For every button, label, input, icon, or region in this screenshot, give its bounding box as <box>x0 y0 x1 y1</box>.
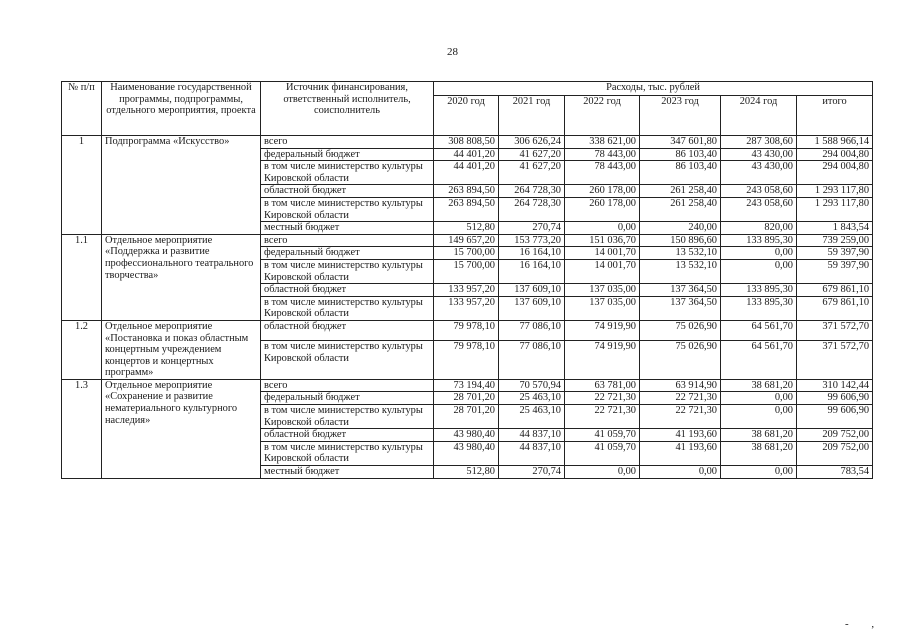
table-row <box>62 320 873 340</box>
year-value: 133 957,20 <box>434 296 499 320</box>
header-year-2021: 2021 год <box>499 96 565 136</box>
year-value: 74 919,90 <box>565 320 640 340</box>
year-value: 44 401,20 <box>434 161 499 185</box>
year-value: 512,80 <box>434 222 499 235</box>
funding-source: местный бюджет <box>261 466 434 479</box>
year-value: 0,00 <box>640 466 721 479</box>
year-value: 263 894,50 <box>434 185 499 198</box>
year-value: 243 058,60 <box>721 185 797 198</box>
year-value: 270,74 <box>499 222 565 235</box>
header-expenses: Расходы, тыс. рублей <box>434 82 873 96</box>
header-name: Наименование государственной программы, подпрограммы, отдельного мероприятия, проекта <box>102 82 261 136</box>
total-value: 209 752,00 <box>797 441 873 465</box>
year-value: 338 621,00 <box>565 136 640 149</box>
total-value: 371 572,70 <box>797 341 873 380</box>
year-value: 73 194,40 <box>434 379 499 392</box>
total-value: 294 004,80 <box>797 148 873 161</box>
year-value: 43 430,00 <box>721 148 797 161</box>
year-value: 264 728,30 <box>499 185 565 198</box>
year-value: 240,00 <box>640 222 721 235</box>
year-value: 22 721,30 <box>565 392 640 405</box>
year-value: 149 657,20 <box>434 234 499 247</box>
total-value: 99 606,90 <box>797 392 873 405</box>
total-value: 1 843,54 <box>797 222 873 235</box>
total-value: 310 142,44 <box>797 379 873 392</box>
year-value: 25 463,10 <box>499 392 565 405</box>
header-source: Источник финансирования, ответственный исполнитель, соисполнитель <box>261 82 434 136</box>
total-value: 1 293 117,80 <box>797 185 873 198</box>
year-value: 306 626,24 <box>499 136 565 149</box>
year-value: 287 308,60 <box>721 136 797 149</box>
total-value: 209 752,00 <box>797 429 873 442</box>
funding-source: всего <box>261 379 434 392</box>
year-value: 150 896,60 <box>640 234 721 247</box>
year-value: 75 026,90 <box>640 320 721 340</box>
year-value: 270,74 <box>499 466 565 479</box>
year-value: 0,00 <box>721 259 797 283</box>
year-value: 38 681,20 <box>721 441 797 465</box>
year-value: 13 532,10 <box>640 259 721 283</box>
funding-source: федеральный бюджет <box>261 392 434 405</box>
year-value: 0,00 <box>721 247 797 260</box>
funding-source: в том числе министерство культуры Кировской области <box>261 405 434 429</box>
year-value: 70 570,94 <box>499 379 565 392</box>
row-number: 1.1 <box>62 234 102 320</box>
funding-source: в том числе министерство культуры Кировской области <box>261 441 434 465</box>
funding-source: всего <box>261 234 434 247</box>
total-value: 59 397,90 <box>797 259 873 283</box>
year-value: 15 700,00 <box>434 259 499 283</box>
header-total: итого <box>797 96 873 136</box>
year-value: 263 894,50 <box>434 197 499 221</box>
year-value: 153 773,20 <box>499 234 565 247</box>
year-value: 0,00 <box>565 466 640 479</box>
program-name: Отдельное мероприятие «Сохранение и развитие нематериального культурного наследия» <box>102 379 261 478</box>
year-value: 44 837,10 <box>499 441 565 465</box>
year-value: 0,00 <box>721 405 797 429</box>
year-value: 41 193,60 <box>640 441 721 465</box>
year-value: 137 364,50 <box>640 296 721 320</box>
row-number: 1 <box>62 136 102 235</box>
row-number: 1.3 <box>62 379 102 478</box>
table-row <box>62 234 873 247</box>
year-value: 64 561,70 <box>721 341 797 380</box>
year-value: 137 364,50 <box>640 284 721 297</box>
year-value: 41 627,20 <box>499 161 565 185</box>
year-value: 74 919,90 <box>565 341 640 380</box>
year-value: 14 001,70 <box>565 247 640 260</box>
year-value: 77 086,10 <box>499 320 565 340</box>
funding-source: в том числе министерство культуры Кировской области <box>261 259 434 283</box>
total-value: 1 588 966,14 <box>797 136 873 149</box>
total-value: 371 572,70 <box>797 320 873 340</box>
year-value: 41 627,20 <box>499 148 565 161</box>
program-name: Отдельное мероприятие «Постановка и показ областным концертным учреждением концертов и концертных программ» <box>102 320 261 379</box>
year-value: 41 059,70 <box>565 429 640 442</box>
year-value: 28 701,20 <box>434 405 499 429</box>
total-value: 1 293 117,80 <box>797 197 873 221</box>
year-value: 41 193,60 <box>640 429 721 442</box>
year-value: 22 721,30 <box>640 405 721 429</box>
total-value: 679 861,10 <box>797 284 873 297</box>
year-value: 79 978,10 <box>434 341 499 380</box>
total-value: 739 259,00 <box>797 234 873 247</box>
year-value: 0,00 <box>565 222 640 235</box>
program-name: Подпрограмма «Искусство» <box>102 136 261 235</box>
year-value: 137 035,00 <box>565 284 640 297</box>
header-year-2020: 2020 год <box>434 96 499 136</box>
year-value: 25 463,10 <box>499 405 565 429</box>
header-year-2023: 2023 год <box>640 96 721 136</box>
year-value: 43 980,40 <box>434 441 499 465</box>
year-value: 43 980,40 <box>434 429 499 442</box>
year-value: 78 443,00 <box>565 161 640 185</box>
funding-source: в том числе министерство культуры Кировской области <box>261 161 434 185</box>
year-value: 22 721,30 <box>565 405 640 429</box>
year-value: 308 808,50 <box>434 136 499 149</box>
year-value: 137 035,00 <box>565 296 640 320</box>
year-value: 78 443,00 <box>565 148 640 161</box>
year-value: 41 059,70 <box>565 441 640 465</box>
year-value: 16 164,10 <box>499 247 565 260</box>
row-number: 1.2 <box>62 320 102 379</box>
year-value: 137 609,10 <box>499 296 565 320</box>
year-value: 79 978,10 <box>434 320 499 340</box>
year-value: 63 781,00 <box>565 379 640 392</box>
year-value: 15 700,00 <box>434 247 499 260</box>
year-value: 16 164,10 <box>499 259 565 283</box>
funding-source: областной бюджет <box>261 284 434 297</box>
total-value: 783,54 <box>797 466 873 479</box>
funding-source: федеральный бюджет <box>261 247 434 260</box>
year-value: 13 532,10 <box>640 247 721 260</box>
funding-source: областной бюджет <box>261 185 434 198</box>
year-value: 820,00 <box>721 222 797 235</box>
year-value: 64 561,70 <box>721 320 797 340</box>
year-value: 14 001,70 <box>565 259 640 283</box>
year-value: 43 430,00 <box>721 161 797 185</box>
funding-source: местный бюджет <box>261 222 434 235</box>
year-value: 512,80 <box>434 466 499 479</box>
year-value: 133 895,30 <box>721 296 797 320</box>
year-value: 261 258,40 <box>640 185 721 198</box>
year-value: 243 058,60 <box>721 197 797 221</box>
table-row <box>62 136 873 149</box>
year-value: 0,00 <box>721 466 797 479</box>
funding-source: областной бюджет <box>261 320 434 340</box>
year-value: 260 178,00 <box>565 185 640 198</box>
header-year-2022: 2022 год <box>565 96 640 136</box>
total-value: 99 606,90 <box>797 405 873 429</box>
year-value: 63 914,90 <box>640 379 721 392</box>
page-number: 28 <box>447 46 458 58</box>
year-value: 75 026,90 <box>640 341 721 380</box>
year-value: 86 103,40 <box>640 161 721 185</box>
year-value: 86 103,40 <box>640 148 721 161</box>
year-value: 38 681,20 <box>721 429 797 442</box>
header-year-2024: 2024 год <box>721 96 797 136</box>
year-value: 151 036,70 <box>565 234 640 247</box>
total-value: 679 861,10 <box>797 296 873 320</box>
year-value: 22 721,30 <box>640 392 721 405</box>
year-value: 133 895,30 <box>721 234 797 247</box>
total-value: 294 004,80 <box>797 161 873 185</box>
year-value: 261 258,40 <box>640 197 721 221</box>
funding-source: в том числе министерство культуры Кировской области <box>261 341 434 380</box>
program-name: Отдельное мероприятие «Поддержка и развитие профессионального театрального творчества» <box>102 234 261 320</box>
header-number: № п/п <box>62 82 102 136</box>
funding-source: федеральный бюджет <box>261 148 434 161</box>
year-value: 77 086,10 <box>499 341 565 380</box>
funding-source: областной бюджет <box>261 429 434 442</box>
year-value: 264 728,30 <box>499 197 565 221</box>
year-value: 133 957,20 <box>434 284 499 297</box>
year-value: 137 609,10 <box>499 284 565 297</box>
year-value: 260 178,00 <box>565 197 640 221</box>
funding-source: в том числе министерство культуры Кировской области <box>261 197 434 221</box>
year-value: 44 401,20 <box>434 148 499 161</box>
funding-source: в том числе министерство культуры Кировской области <box>261 296 434 320</box>
year-value: 347 601,80 <box>640 136 721 149</box>
table-row <box>62 379 873 392</box>
funding-source: всего <box>261 136 434 149</box>
year-value: 38 681,20 <box>721 379 797 392</box>
footer-mark: - , <box>845 618 885 630</box>
year-value: 28 701,20 <box>434 392 499 405</box>
year-value: 0,00 <box>721 392 797 405</box>
financing-table <box>61 81 873 479</box>
year-value: 133 895,30 <box>721 284 797 297</box>
total-value: 59 397,90 <box>797 247 873 260</box>
year-value: 44 837,10 <box>499 429 565 442</box>
